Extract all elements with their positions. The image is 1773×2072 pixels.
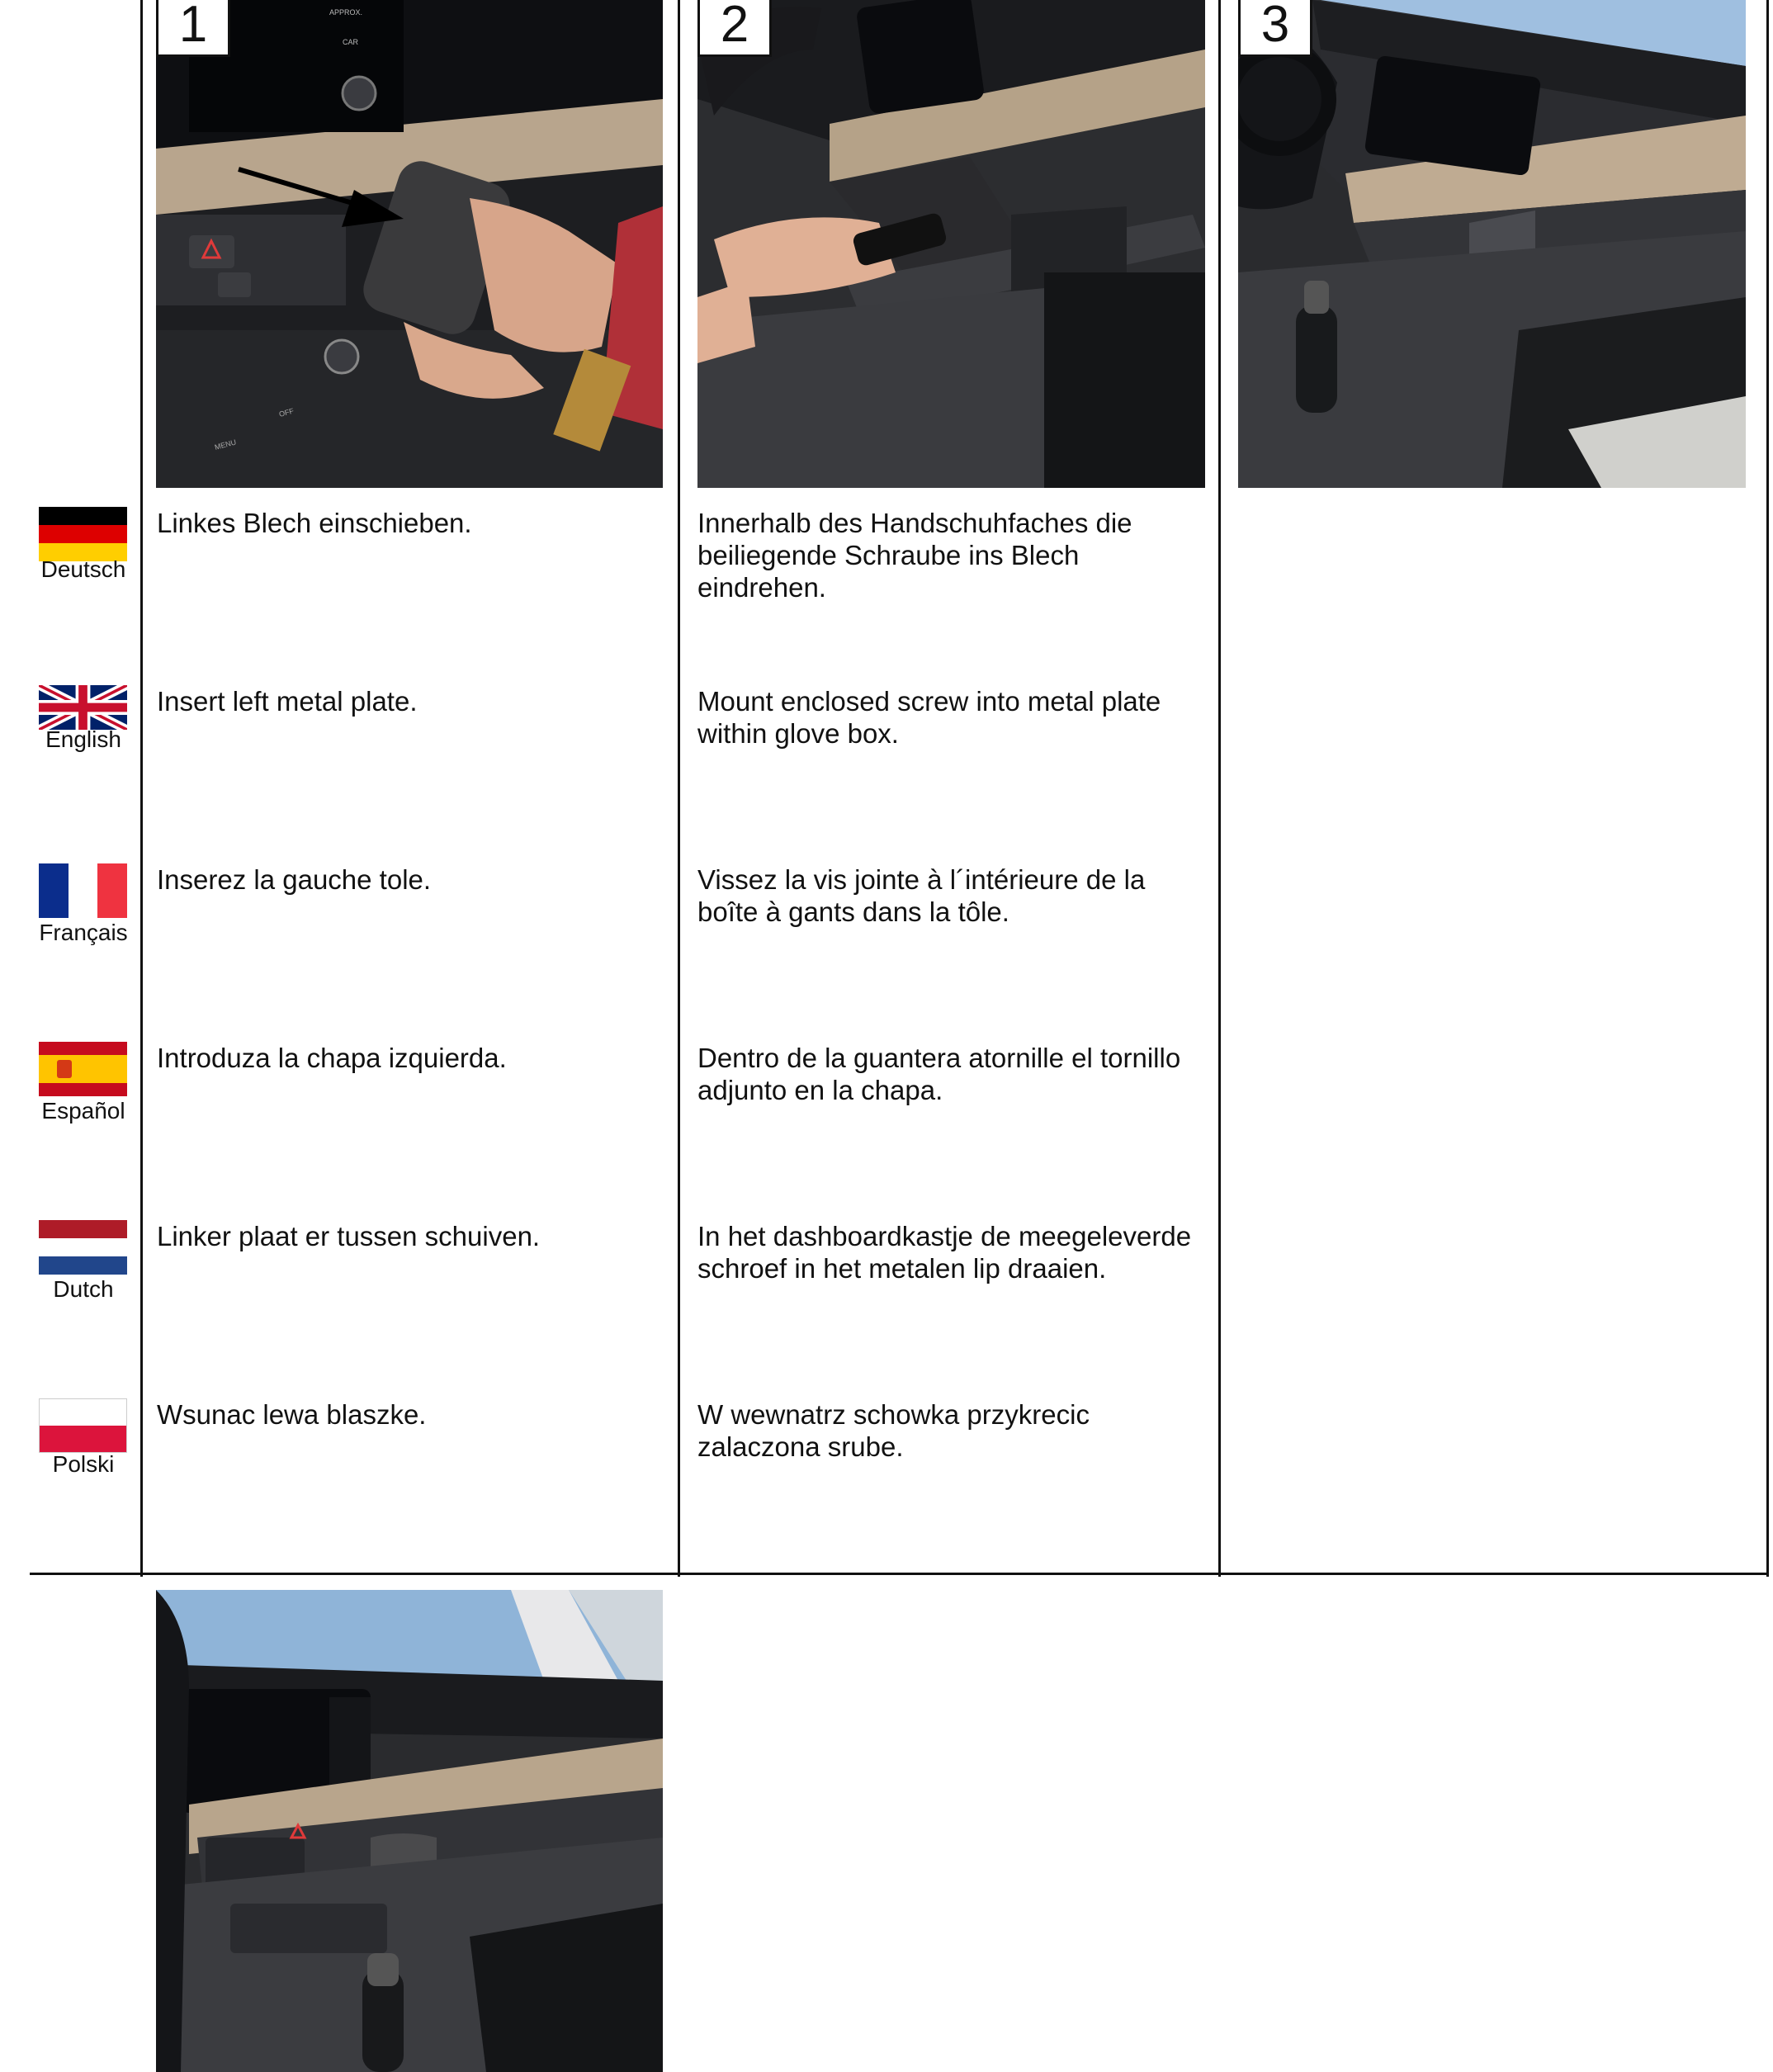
step-number-2: 2 bbox=[697, 0, 772, 57]
step-1-text-francais: Inserez la gauche tole. bbox=[157, 864, 432, 895]
step-2-text-english: Mount enclosed screw into metal plate within glove box. bbox=[697, 686, 1161, 749]
step-1-text-dutch: Linker plaat er tussen schuiven. bbox=[157, 1221, 541, 1251]
german-flag-icon bbox=[39, 507, 127, 561]
column-divider-right bbox=[1766, 0, 1769, 1577]
uk-flag-icon bbox=[39, 685, 127, 730]
step-2-text-polski: W wewnatrz schowka przykrecic zalaczona srube. bbox=[697, 1399, 1090, 1462]
step-1-text-polski: Wsunac lewa blaszke. bbox=[157, 1399, 427, 1430]
step-1-photo bbox=[156, 0, 663, 488]
button-label-off: OFF bbox=[277, 406, 295, 419]
language-label-english: English bbox=[45, 726, 121, 752]
step-number-3: 3 bbox=[1238, 0, 1312, 57]
step-number-1: 1 bbox=[156, 0, 230, 57]
polish-flag-icon bbox=[39, 1398, 127, 1453]
language-label-espanol: Español bbox=[41, 1098, 125, 1124]
screen-label-approx: APPROX. bbox=[329, 8, 363, 17]
column-divider-2 bbox=[1218, 0, 1221, 1577]
dutch-flag-icon bbox=[39, 1220, 127, 1275]
step-2-text-espanol: Dentro de la guantera atornille el tornillo adjunto en la chapa. bbox=[697, 1043, 1181, 1105]
step-2-text-francais: Vissez la vis jointe à l´intérieure de la boîte à gants dans la tôle. bbox=[697, 864, 1146, 927]
bottom-rule bbox=[30, 1573, 1768, 1575]
language-label-dutch: Dutch bbox=[53, 1276, 114, 1302]
column-divider-left bbox=[140, 0, 143, 1577]
column-divider-1 bbox=[678, 0, 680, 1577]
french-flag-icon bbox=[39, 863, 127, 918]
step-1-text-english: Insert left metal plate. bbox=[157, 686, 418, 717]
language-label-deutsch: Deutsch bbox=[40, 556, 126, 582]
step-2-text-deutsch: Innerhalb des Handschuhfaches die beiliegende Schraube ins Blech eindrehen. bbox=[697, 508, 1132, 603]
button-label-menu: MENU bbox=[213, 438, 238, 452]
result-photo bbox=[156, 1590, 663, 2072]
spanish-flag-icon bbox=[39, 1042, 127, 1096]
step-2-photo bbox=[697, 0, 1205, 488]
step-3-photo bbox=[1238, 0, 1746, 488]
step-2-text-dutch: In het dashboardkastje de meegeleverde schroef in het metalen lip draaien. bbox=[697, 1221, 1192, 1284]
step-1-text-deutsch: Linkes Blech einschieben. bbox=[157, 508, 472, 538]
step-1-text-espanol: Introduza la chapa izquierda. bbox=[157, 1043, 507, 1073]
language-label-polski: Polski bbox=[52, 1451, 115, 1477]
screen-label-car: CAR bbox=[343, 38, 359, 46]
language-label-francais: Français bbox=[39, 920, 128, 945]
